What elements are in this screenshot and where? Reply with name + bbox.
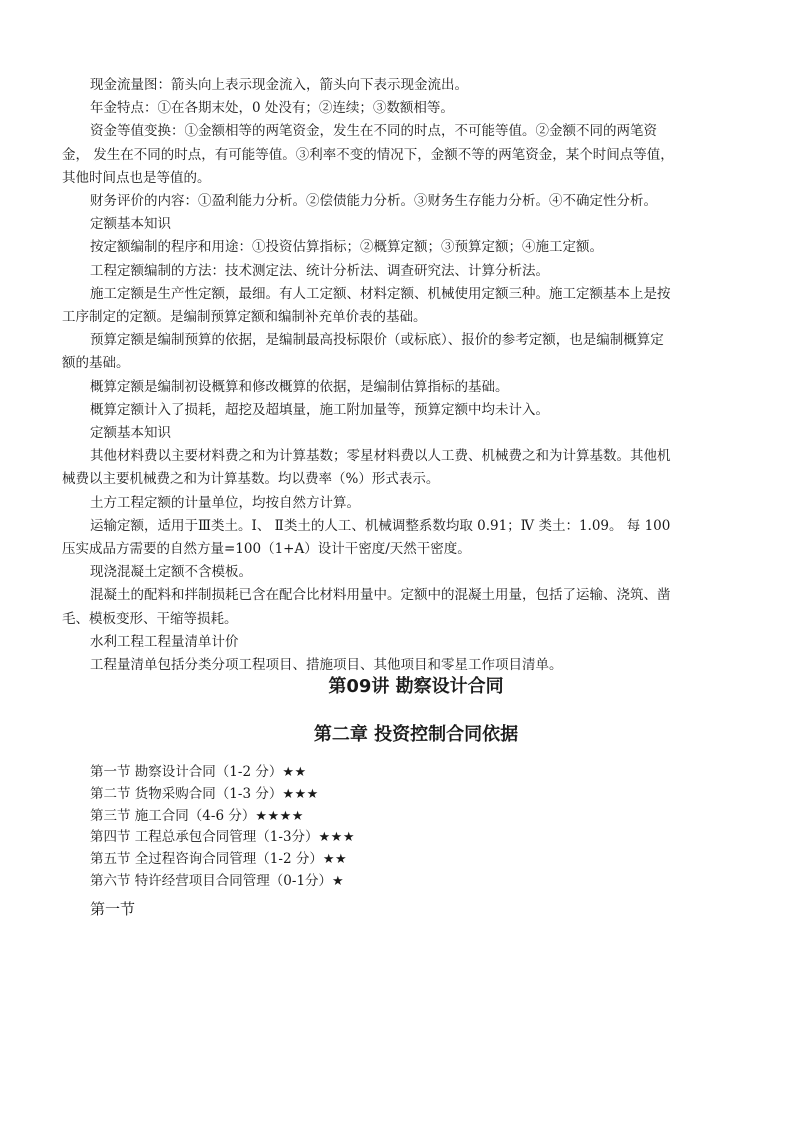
paragraph-line: 混凝土的配料和拌制损耗已含在配合比材料用量中。定额中的混凝土用量，包括了运输、浇筑、凿 (90, 587, 671, 604)
star-rating: ★ (332, 873, 345, 889)
section-list-item (90, 827, 742, 849)
paragraph-line: 概算定额是编制初设概算和修改概算的依据，是编制估算指标的基础。 (90, 378, 509, 395)
chapter-title: 第二章 投资控制合同依据 (313, 724, 519, 745)
body-text (62, 74, 742, 677)
document-page (62, 74, 742, 918)
section-list-item (90, 784, 742, 806)
star-rating: ★★ (282, 765, 307, 780)
star-rating: ★★ (322, 852, 348, 868)
section-label: 第六节 特许经营项目合同管理（0-1分） (90, 872, 333, 889)
paragraph-line: 额的基础。 (62, 355, 130, 372)
paragraph-line: 械费以主要机械费之和为计算基数。均以费率（%）形式表示。 (62, 471, 440, 488)
paragraph-line: 毛、模板变形、干缩等损耗。 (62, 610, 238, 627)
star-rating: ★★★ (318, 830, 355, 846)
paragraph-line: 概算定额计入了损耗，超挖及超填量，施工附加量等，预算定额中均未计入。 (90, 401, 549, 418)
star-rating: ★★★★ (255, 808, 304, 824)
lecture-title: 第09讲 勘察设计合同 (328, 676, 504, 697)
section-label: 第五节 全过程咨询合同管理（1-2 分） (90, 851, 323, 868)
paragraph-line: 按定额编制的程序和用途：①投资估算指标；②概算定额；③预算定额；④施工定额。 (90, 239, 603, 256)
paragraph-line: 工程定额编制的方法：技术测定法、统计分析法、调查研究法、计算分析法。 (90, 262, 549, 279)
section-label: 第二节 货物采购合同（1-3 分） (90, 785, 283, 802)
section-list (90, 762, 742, 893)
paragraph-line: 施工定额是生产性定额，最细。有人工定额、材料定额、机械使用定额三种。施工定额基本上是按 (90, 285, 671, 302)
section-label: 第四节 工程总承包合同管理（1-3分） (90, 829, 319, 846)
paragraph-line: 现金流量图：箭头向上表示现金流入，箭头向下表示现金流出。 (90, 77, 468, 93)
paragraph-line: 资金等值变换：①金额相等的两笔资金，发生在不同的时点，不可能等值。②金额不同的两笔资 (90, 123, 657, 140)
paragraph-line: 工程量清单包括分类分项工程项目、措施项目、其他项目和零星工作项目清单。 (90, 657, 563, 674)
paragraph-line: 财务评价的内容：①盈利能力分析。②偿债能力分析。③财务生存能力分析。④不确定性分析。 (90, 193, 657, 210)
paragraph-line: 压实成品方需要的自然方量=100（1+A）设计干密度/天然干密度。 (62, 541, 471, 558)
paragraph-line: 定额基本知识 (90, 216, 171, 233)
paragraph-line: 其他时间点也是等值的。 (62, 169, 211, 186)
star-rating: ★★★ (282, 786, 319, 802)
section-label: 第一节 勘察设计合同（1-2 分） (90, 764, 283, 780)
paragraph-line: 水利工程工程量清单计价 (90, 633, 239, 650)
section-list-item (90, 871, 742, 893)
paragraph-line: 运输定额，适用于Ⅲ类土。Ⅰ、 Ⅱ类土的人工、机械调整系数均取 0.91；Ⅳ 类土：1.09。 每 100 (90, 517, 671, 534)
paragraph-line: 工序制定的定额。是编制预算定额和编制补充单价表的基础。 (62, 309, 427, 326)
paragraph-line: 其他材料费以主要材料费之和为计算基数；零星材料费以人工费、机械费之和为计算基数。其他机 (90, 448, 671, 465)
paragraph-line: 预算定额是编制预算的依据，是编制最高投标限价（或标底）、报价的参考定额，也是编制概算定 (90, 332, 664, 349)
section-list-item (90, 762, 742, 784)
section-list-item (90, 849, 742, 871)
section-heading: 第一节 (90, 900, 136, 918)
section-label: 第三节 施工合同（4-6 分） (90, 807, 256, 824)
paragraph-line: 现浇混凝土定额不含模板。 (90, 564, 252, 581)
paragraph-line: 年金特点：①在各期末处，0 处没有；②连续；③数额相等。 (90, 100, 454, 117)
paragraph-line: 定额基本知识 (90, 425, 171, 442)
paragraph-line: 土方工程定额的计量单位，均按自然方计算。 (90, 494, 360, 511)
paragraph-line: 金， 发生在不同的时点，有可能等值。③利率不变的情况下，金额不等的两笔资金，某个时间点等值， (62, 146, 674, 163)
section-list-item (90, 806, 742, 828)
